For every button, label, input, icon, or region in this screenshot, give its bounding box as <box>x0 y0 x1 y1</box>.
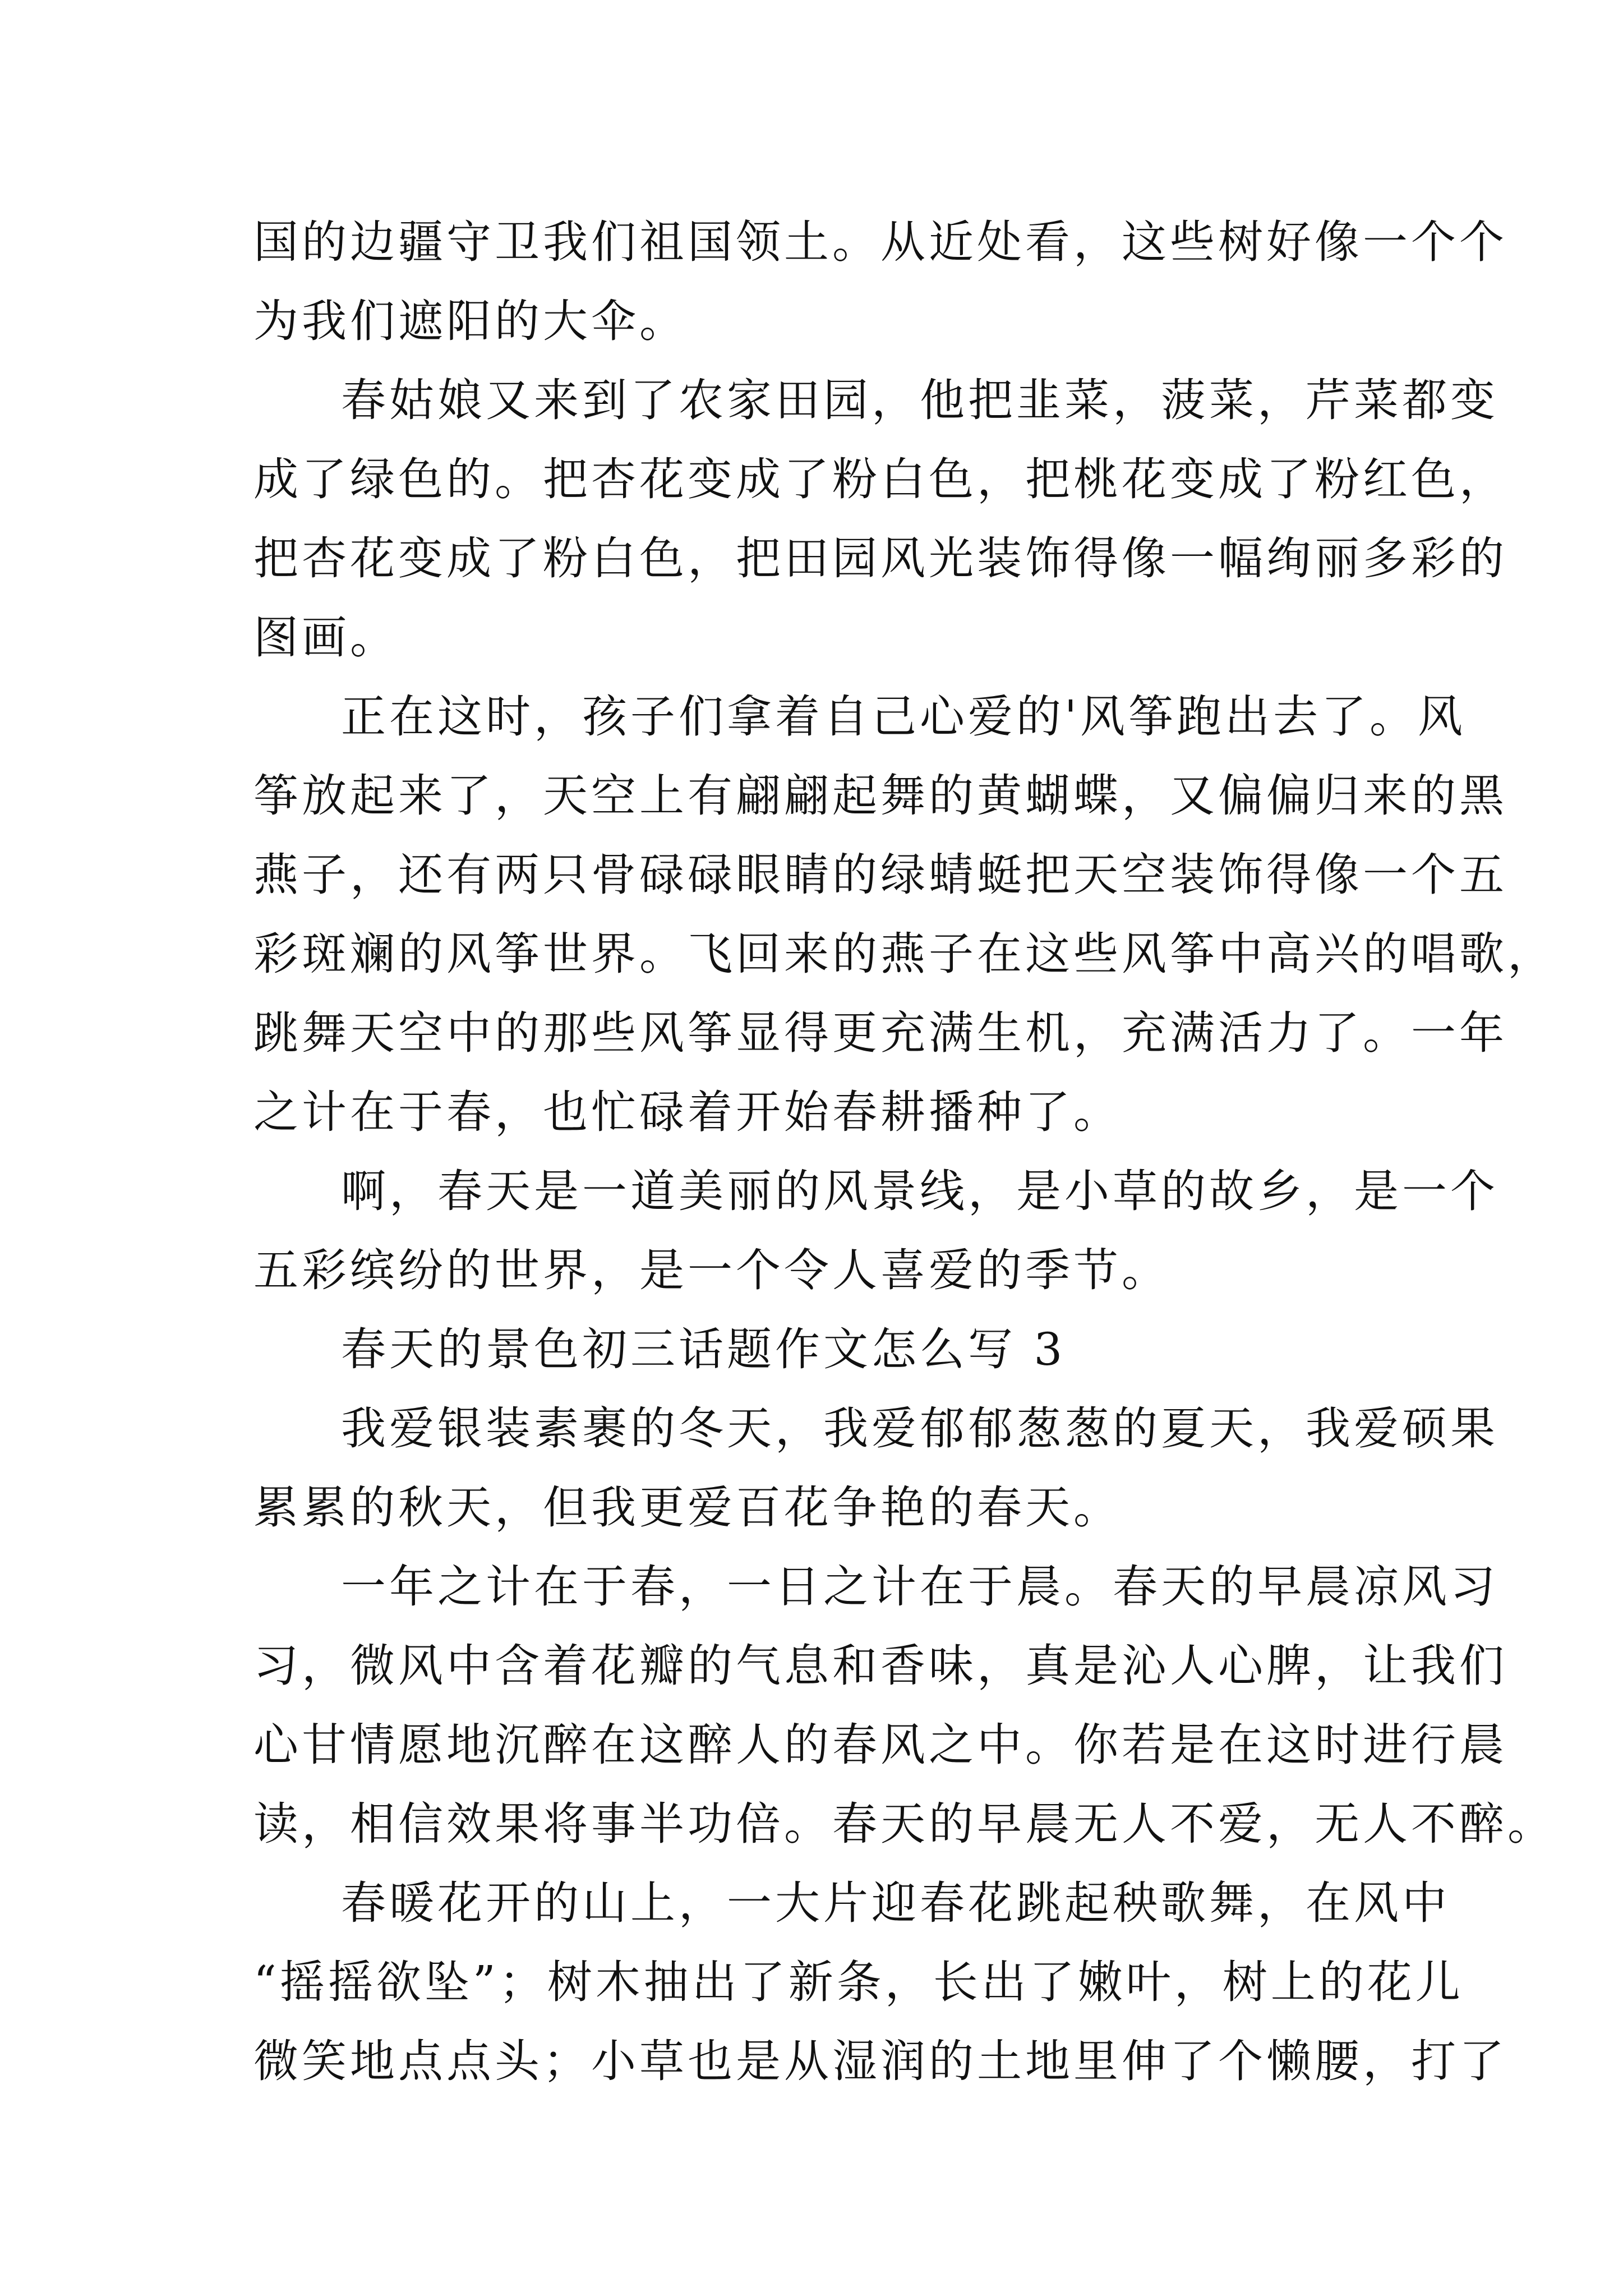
paragraph-start-line: 我爱银装素裹的冬天，我爱郁郁葱葱的夏天，我爱硕果 <box>341 1402 1498 1455</box>
section-heading: 春天的景色初三话题作文怎么写 3 <box>341 1323 1066 1375</box>
text-line: 微笑地点点头；小草也是从湿润的土地里伸了个懒腰，打了 <box>253 2035 1507 2087</box>
text-line: 把杏花变成了粉白色，把田园风光装饰得像一幅绚丽多彩的 <box>253 532 1507 585</box>
text-line: 成了绿色的。把杏花变成了粉白色，把桃花变成了粉红色， <box>253 453 1507 505</box>
text-line: 跳舞天空中的那些风筝显得更充满生机，充满活力了。一年 <box>253 1007 1507 1059</box>
text-line: 彩斑斓的风筝世界。飞回来的燕子在这些风筝中高兴的唱歌， <box>253 928 1556 980</box>
text-line: 累累的秋天，但我更爱百花争艳的春天。 <box>253 1481 1122 1534</box>
text-line: 筝放起来了，天空上有翩翩起舞的黄蝴蝶，又偏偏归来的黑 <box>253 770 1507 822</box>
paragraph-start-line: 春暖花开的山上，一大片迎春花跳起秧歌舞，在风中 <box>341 1877 1450 1929</box>
text-line: 读，相信效果将事半功倍。春天的早晨无人不爱，无人不醉。 <box>253 1798 1556 1850</box>
paragraph-start-line: 春姑娘又来到了农家田园，他把韭菜，菠菜，芹菜都变 <box>341 374 1498 426</box>
text-line: “摇摇欲坠”；树木抽出了新条，长出了嫩叶，树上的花儿 <box>253 1956 1464 2008</box>
text-line: 国的边疆守卫我们祖国领土。从近处看，这些树好像一个个 <box>253 216 1507 268</box>
text-line: 五彩缤纷的世界，是一个令人喜爱的季节。 <box>253 1244 1170 1296</box>
paragraph-start-line: 一年之计在于春，一日之计在于晨。春天的早晨凉风习 <box>341 1561 1498 1613</box>
text-line: 图画。 <box>253 611 398 664</box>
text-line: 习，微风中含着花瓣的气息和香味，真是沁人心脾，让我们 <box>253 1640 1507 1692</box>
paragraph-start-line: 啊，春天是一道美丽的风景线，是小草的故乡，是一个 <box>341 1165 1498 1217</box>
text-line: 为我们遮阳的大伞。 <box>253 295 688 347</box>
paragraph-start-line: 正在这时，孩子们拿着自己心爱的'风筝跑出去了。风 <box>341 691 1466 743</box>
text-line: 燕子，还有两只骨碌碌眼睛的绿蜻蜓把天空装饰得像一个五 <box>253 849 1507 901</box>
text-line: 心甘情愿地沉醉在这醉人的春风之中。你若是在这时进行晨 <box>253 1719 1507 1771</box>
text-line: 之计在于春，也忙碌着开始春耕播种了。 <box>253 1086 1122 1138</box>
